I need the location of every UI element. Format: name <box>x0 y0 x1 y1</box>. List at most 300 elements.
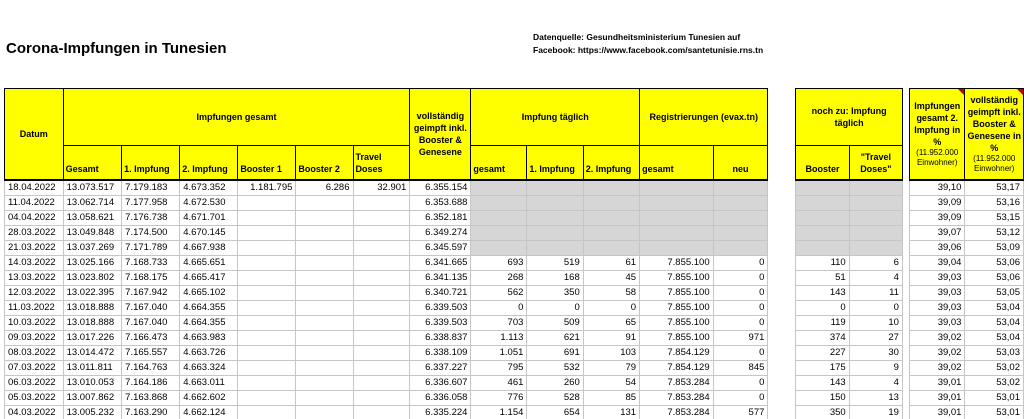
table-cell: 05.03.2022 <box>5 390 64 405</box>
table-cell: 795 <box>471 360 527 375</box>
table-cell: 6.339.503 <box>410 315 471 330</box>
table-cell: 103 <box>583 345 639 360</box>
table-cell <box>527 225 583 240</box>
table-cell <box>238 330 296 345</box>
table-cell: 0 <box>713 270 768 285</box>
header-noch-zu: noch zu: Impfung täglich <box>796 89 903 146</box>
column-gap <box>902 195 909 210</box>
column-gap <box>768 405 796 419</box>
table-cell: 6.355.154 <box>410 180 471 196</box>
table-cell: 39,03 <box>909 315 965 330</box>
column-gap <box>902 315 909 330</box>
table-cell: 39,02 <box>909 360 965 375</box>
table-cell <box>353 240 410 255</box>
header-taeglich-impfung1: 1. Impfung <box>527 146 583 180</box>
table-cell <box>353 300 410 315</box>
table-cell <box>527 210 583 225</box>
table-cell <box>471 210 527 225</box>
table-cell: 7.854.129 <box>640 345 714 360</box>
table-cell: 7.167.040 <box>122 315 180 330</box>
column-gap <box>902 405 909 419</box>
table-cell: 0 <box>713 345 768 360</box>
table-cell: 7.167.942 <box>122 285 180 300</box>
table-cell <box>353 270 410 285</box>
table-cell: 693 <box>471 255 527 270</box>
table-cell <box>238 390 296 405</box>
header-pct-impfung2 <box>909 89 965 180</box>
table-cell <box>238 210 296 225</box>
table-cell: 06.03.2022 <box>5 375 64 390</box>
table-cell <box>471 195 527 210</box>
table-cell: 13.014.472 <box>63 345 122 360</box>
table-cell: 61 <box>583 255 639 270</box>
table-cell: 110 <box>796 255 849 270</box>
vaccination-table <box>4 88 1024 419</box>
table-cell: 1.051 <box>471 345 527 360</box>
table-cell: 39,10 <box>909 180 965 196</box>
table-cell: 776 <box>471 390 527 405</box>
table-cell: 6.338.109 <box>410 345 471 360</box>
table-cell <box>583 210 639 225</box>
table-cell: 0 <box>713 390 768 405</box>
column-gap <box>902 240 909 255</box>
table-cell: 7.171.789 <box>122 240 180 255</box>
table-row <box>5 300 1024 315</box>
table-cell <box>640 225 714 240</box>
header-noch-travel: "Travel Doses" <box>849 146 902 180</box>
table-cell: 4.665.102 <box>180 285 238 300</box>
header-pct-vollstaendig-sub: (11.952.000 Einwohner) <box>973 153 1016 173</box>
table-row <box>5 210 1024 225</box>
header-booster1: Booster 1 <box>238 146 296 180</box>
table-cell: 4.665.417 <box>180 270 238 285</box>
table-cell <box>353 210 410 225</box>
table-cell: 7.163.290 <box>122 405 180 419</box>
table-cell <box>238 270 296 285</box>
header-impfung1: 1. Impfung <box>122 146 180 180</box>
table-cell <box>296 390 353 405</box>
table-cell: 6.337.227 <box>410 360 471 375</box>
table-cell: 6 <box>849 255 902 270</box>
table-cell: 13.022.395 <box>63 285 122 300</box>
table-cell <box>296 315 353 330</box>
table-cell: 39,01 <box>909 375 965 390</box>
table-cell: 04.04.2022 <box>5 210 64 225</box>
table-cell: 4.665.651 <box>180 255 238 270</box>
table-cell <box>353 285 410 300</box>
column-gap <box>902 360 909 375</box>
table-cell <box>583 195 639 210</box>
table-cell <box>353 330 410 345</box>
table-cell: 7.174.500 <box>122 225 180 240</box>
table-cell: 6.353.688 <box>410 195 471 210</box>
table-cell <box>296 210 353 225</box>
header-travel-doses: Travel Doses <box>353 146 410 180</box>
table-cell <box>583 240 639 255</box>
header-registrierungen-neu: neu <box>713 146 768 180</box>
table-cell <box>238 285 296 300</box>
table-cell <box>296 240 353 255</box>
table-cell: 13.03.2022 <box>5 270 64 285</box>
table-cell: 39,02 <box>909 330 965 345</box>
table-cell: 7.854.129 <box>640 360 714 375</box>
table-cell: 6.336.607 <box>410 375 471 390</box>
table-row <box>5 240 1024 255</box>
table-cell: 6.341.135 <box>410 270 471 285</box>
table-cell <box>527 180 583 196</box>
table-cell: 119 <box>796 315 849 330</box>
table-cell: 260 <box>527 375 583 390</box>
column-gap <box>768 195 796 210</box>
table-cell: 53,06 <box>965 270 1024 285</box>
table-row <box>5 345 1024 360</box>
table-cell <box>353 375 410 390</box>
table-cell: 39,01 <box>909 390 965 405</box>
table-cell: 143 <box>796 285 849 300</box>
table-cell: 7.164.186 <box>122 375 180 390</box>
table-cell <box>238 360 296 375</box>
table-cell: 08.03.2022 <box>5 345 64 360</box>
table-cell: 11.04.2022 <box>5 195 64 210</box>
table-cell: 53,01 <box>965 405 1024 419</box>
table-cell: 7.855.100 <box>640 255 714 270</box>
table-cell <box>796 195 849 210</box>
table-cell: 703 <box>471 315 527 330</box>
header-registrierungen-gesamt: gesamt <box>640 146 714 180</box>
table-cell: 65 <box>583 315 639 330</box>
table-row <box>5 180 1024 196</box>
table-cell <box>353 405 410 419</box>
table-cell <box>353 225 410 240</box>
table-cell: 58 <box>583 285 639 300</box>
table-cell: 27 <box>849 330 902 345</box>
table-cell: 53,04 <box>965 315 1024 330</box>
table-cell <box>640 240 714 255</box>
source-line-1: Datenquelle: Gesundheitsministerium Tunesien auf <box>533 32 741 42</box>
table-cell: 13 <box>849 390 902 405</box>
table-row <box>5 285 1024 300</box>
header-vollstaendig: vollständig geimpft inkl. Booster & Genesene <box>410 89 471 180</box>
table-cell <box>296 360 353 375</box>
table-cell: 7.168.175 <box>122 270 180 285</box>
table-cell: 39,01 <box>909 405 965 419</box>
header-impfung2: 2. Impfung <box>180 146 238 180</box>
table-row <box>5 315 1024 330</box>
table-cell: 53,06 <box>965 255 1024 270</box>
table-cell: 18.04.2022 <box>5 180 64 196</box>
table-cell: 13.073.517 <box>63 180 122 196</box>
column-gap <box>902 285 909 300</box>
table-cell: 577 <box>713 405 768 419</box>
table-cell: 13.011.811 <box>63 360 122 375</box>
table-cell: 39,09 <box>909 195 965 210</box>
table-cell: 9 <box>849 360 902 375</box>
table-cell <box>353 390 410 405</box>
column-gap <box>902 225 909 240</box>
header-pct-vollstaendig-label: vollständig geimpft inkl. Booster & Genesene in % <box>967 94 1021 153</box>
table-cell: 14.03.2022 <box>5 255 64 270</box>
table-row <box>5 405 1024 419</box>
table-cell: 10 <box>849 315 902 330</box>
table-cell: 4.667.938 <box>180 240 238 255</box>
table-cell <box>238 255 296 270</box>
table-cell <box>849 195 902 210</box>
source-line-2: Facebook: https://www.facebook.com/santetunisie.rns.tn <box>533 45 764 55</box>
table-cell: 4 <box>849 270 902 285</box>
table-cell <box>713 180 768 196</box>
table-cell: 971 <box>713 330 768 345</box>
table-cell: 7.853.284 <box>640 405 714 419</box>
table-cell: 6.336.058 <box>410 390 471 405</box>
table-cell: 53,04 <box>965 300 1024 315</box>
table-cell: 13.018.888 <box>63 300 122 315</box>
table-cell <box>296 330 353 345</box>
table-cell: 39,09 <box>909 210 965 225</box>
table-cell: 13.037.269 <box>63 240 122 255</box>
column-gap <box>768 345 796 360</box>
table-cell: 04.03.2022 <box>5 405 64 419</box>
table-cell: 13.010.053 <box>63 375 122 390</box>
table-cell: 53,16 <box>965 195 1024 210</box>
table-cell <box>713 225 768 240</box>
table-row <box>5 375 1024 390</box>
table-cell: 0 <box>796 300 849 315</box>
column-gap <box>902 210 909 225</box>
table-cell: 39,03 <box>909 300 965 315</box>
table-cell: 11.03.2022 <box>5 300 64 315</box>
table-cell <box>296 225 353 240</box>
table-cell: 7.853.284 <box>640 390 714 405</box>
column-gap <box>768 225 796 240</box>
table-cell <box>296 345 353 360</box>
table-cell: 1.113 <box>471 330 527 345</box>
table-cell: 4.670.145 <box>180 225 238 240</box>
table-cell <box>713 240 768 255</box>
table-cell: 39,06 <box>909 240 965 255</box>
table-cell: 374 <box>796 330 849 345</box>
table-cell: 53,09 <box>965 240 1024 255</box>
column-gap <box>768 210 796 225</box>
table-cell: 0 <box>527 300 583 315</box>
column-gap <box>768 330 796 345</box>
table-cell: 4.673.352 <box>180 180 238 196</box>
table-cell: 0 <box>713 375 768 390</box>
column-gap <box>902 89 909 180</box>
table-cell: 53,04 <box>965 330 1024 345</box>
table-cell: 6.286 <box>296 180 353 196</box>
table-cell: 4.662.602 <box>180 390 238 405</box>
table-cell <box>238 225 296 240</box>
column-gap <box>768 89 796 180</box>
table-cell: 28.03.2022 <box>5 225 64 240</box>
table-cell <box>238 300 296 315</box>
table-cell: 562 <box>471 285 527 300</box>
table-cell: 7.855.100 <box>640 315 714 330</box>
table-cell <box>527 195 583 210</box>
table-cell: 1.181.795 <box>238 180 296 196</box>
table-cell: 7.855.100 <box>640 330 714 345</box>
table-cell <box>849 225 902 240</box>
table-row <box>5 225 1024 240</box>
table-cell <box>527 240 583 255</box>
table-cell: 39,02 <box>909 345 965 360</box>
table-row <box>5 360 1024 375</box>
table-cell <box>353 360 410 375</box>
table-row <box>5 330 1024 345</box>
column-gap <box>902 255 909 270</box>
table-cell <box>238 195 296 210</box>
table-cell: 268 <box>471 270 527 285</box>
table-cell <box>471 240 527 255</box>
table-cell: 7.168.733 <box>122 255 180 270</box>
table-cell: 13.049.848 <box>63 225 122 240</box>
table-cell: 4.662.124 <box>180 405 238 419</box>
header-pct-impfung2-sub: (11.952.000 Einwohner) <box>916 147 959 167</box>
table-cell: 691 <box>527 345 583 360</box>
table-cell: 53,12 <box>965 225 1024 240</box>
table-cell: 143 <box>796 375 849 390</box>
column-gap <box>768 285 796 300</box>
table-cell: 4.663.011 <box>180 375 238 390</box>
column-gap <box>768 180 796 196</box>
table-cell: 30 <box>849 345 902 360</box>
table-cell: 131 <box>583 405 639 419</box>
header-impfungen-gesamt: Impfungen gesamt <box>63 89 410 146</box>
table-cell <box>296 195 353 210</box>
table-cell <box>353 255 410 270</box>
table-cell: 4.663.324 <box>180 360 238 375</box>
table-cell <box>296 270 353 285</box>
table-cell: 150 <box>796 390 849 405</box>
header-gesamt: Gesamt <box>63 146 122 180</box>
table-cell: 6.341.665 <box>410 255 471 270</box>
table-cell: 39,07 <box>909 225 965 240</box>
table-cell <box>353 315 410 330</box>
table-cell: 13.018.888 <box>63 315 122 330</box>
table-cell: 6.352.181 <box>410 210 471 225</box>
column-gap <box>768 300 796 315</box>
table-cell <box>296 255 353 270</box>
table-cell: 7.165.557 <box>122 345 180 360</box>
column-gap <box>768 390 796 405</box>
table-cell: 21.03.2022 <box>5 240 64 255</box>
table-cell: 4.663.726 <box>180 345 238 360</box>
table-cell <box>796 180 849 196</box>
table-row <box>5 390 1024 405</box>
table-cell: 227 <box>796 345 849 360</box>
table-cell: 0 <box>713 315 768 330</box>
table-cell: 13.062.714 <box>63 195 122 210</box>
header-taeglich-gesamt: gesamt <box>471 146 527 180</box>
page-title: Corona-Impfungen in Tunesien <box>6 40 227 57</box>
table-cell: 4.664.355 <box>180 300 238 315</box>
table-cell: 13.058.621 <box>63 210 122 225</box>
table-cell: 4 <box>849 375 902 390</box>
table-cell <box>849 210 902 225</box>
table-row <box>5 255 1024 270</box>
table-cell: 53,15 <box>965 210 1024 225</box>
table-cell: 7.855.100 <box>640 270 714 285</box>
table-cell: 532 <box>527 360 583 375</box>
table-cell: 519 <box>527 255 583 270</box>
table-cell <box>640 180 714 196</box>
table-cell <box>796 210 849 225</box>
table-cell: 11 <box>849 285 902 300</box>
table-cell: 51 <box>796 270 849 285</box>
table-cell: 53,05 <box>965 285 1024 300</box>
table-cell <box>296 285 353 300</box>
table-cell: 6.335.224 <box>410 405 471 419</box>
table-cell: 621 <box>527 330 583 345</box>
table-cell <box>640 210 714 225</box>
table-cell: 4.671.701 <box>180 210 238 225</box>
table-cell <box>849 240 902 255</box>
table-cell: 7.855.100 <box>640 300 714 315</box>
table-cell <box>296 375 353 390</box>
header-pct-impfung2-label: Impfungen gesamt 2. Impfung in % <box>914 100 961 147</box>
table-cell: 85 <box>583 390 639 405</box>
table-cell: 7.179.183 <box>122 180 180 196</box>
table-cell: 0 <box>471 300 527 315</box>
table-cell: 53,02 <box>965 375 1024 390</box>
header-taeglich-impfung2: 2. Impfung <box>583 146 639 180</box>
table-cell <box>353 195 410 210</box>
table-cell: 7.166.473 <box>122 330 180 345</box>
table-cell: 19 <box>849 405 902 419</box>
table-cell <box>713 195 768 210</box>
column-gap <box>768 315 796 330</box>
table-cell: 461 <box>471 375 527 390</box>
table-cell <box>238 375 296 390</box>
table-cell: 7.177.958 <box>122 195 180 210</box>
table-cell: 13.023.802 <box>63 270 122 285</box>
header-pct-vollstaendig <box>965 89 1024 180</box>
table-cell: 4.672.530 <box>180 195 238 210</box>
table-cell: 7.163.868 <box>122 390 180 405</box>
header-noch-booster: Booster <box>796 146 849 180</box>
table-cell: 79 <box>583 360 639 375</box>
table-cell: 0 <box>583 300 639 315</box>
table-cell: 7.855.100 <box>640 285 714 300</box>
column-gap <box>902 345 909 360</box>
data-source-note <box>533 31 763 57</box>
column-gap <box>902 300 909 315</box>
table-cell: 7.853.284 <box>640 375 714 390</box>
column-gap <box>902 180 909 196</box>
column-gap <box>768 240 796 255</box>
table-cell: 528 <box>527 390 583 405</box>
table-cell: 10.03.2022 <box>5 315 64 330</box>
table-cell: 350 <box>796 405 849 419</box>
column-gap <box>768 360 796 375</box>
column-gap <box>768 375 796 390</box>
column-gap <box>768 255 796 270</box>
header-registrierungen: Registrierungen (evax.tn) <box>640 89 768 146</box>
table-cell: 0 <box>713 255 768 270</box>
table-cell: 54 <box>583 375 639 390</box>
table-cell: 13.007.862 <box>63 390 122 405</box>
table-row <box>5 270 1024 285</box>
table-cell: 7.164.763 <box>122 360 180 375</box>
table-cell <box>583 225 639 240</box>
table-cell: 07.03.2022 <box>5 360 64 375</box>
table-row <box>5 195 1024 210</box>
table-cell: 1.154 <box>471 405 527 419</box>
table-cell: 53,03 <box>965 345 1024 360</box>
table-cell <box>471 180 527 196</box>
table-cell: 6.349.274 <box>410 225 471 240</box>
table-cell: 845 <box>713 360 768 375</box>
